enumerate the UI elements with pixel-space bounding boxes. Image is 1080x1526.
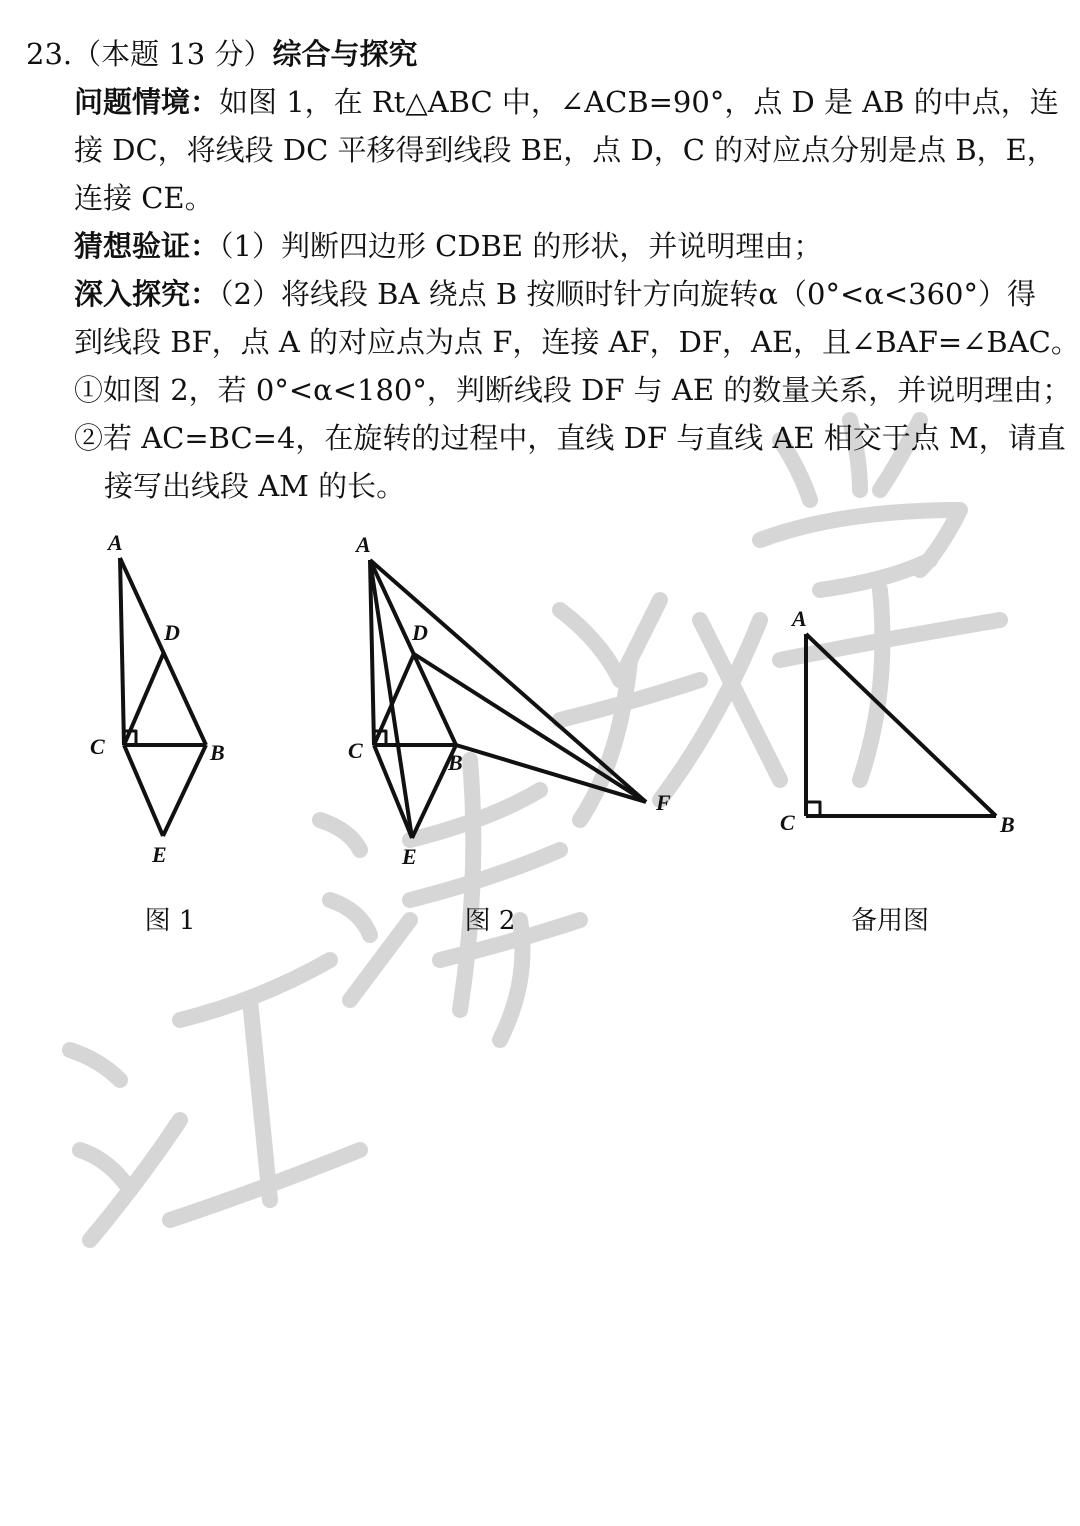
fig2-label-C: C [348, 738, 363, 763]
explore-label: 深入探究： [74, 277, 220, 311]
part-1: ①如图 2，若 0°<α<180°，判断线段 DF 与 AE 的数量关系，并说明理由； [74, 373, 1072, 407]
fig2-label-B: B [448, 750, 463, 775]
question-number: 23.（本题 13 分） [26, 37, 273, 71]
question-header [26, 30, 1066, 78]
fig1-segment-CE [124, 745, 163, 836]
situation-label: 问题情境： [74, 85, 220, 119]
situation-line-2: 接 DC，将线段 DC 平移得到线段 BE，点 D，C 的对应点分别是点 B，E， [74, 133, 1056, 167]
fig3-label-C: C [780, 810, 795, 835]
fig2-segment-AF [370, 560, 646, 802]
figures-area [0, 520, 1080, 960]
question-title: 综合与探究 [272, 37, 418, 71]
fig1-segment-BE [163, 745, 206, 836]
fig1-label-B: B [210, 740, 225, 765]
figure-2 [330, 520, 690, 880]
conjecture-line [26, 222, 1066, 270]
question-block [26, 30, 1080, 510]
figure-1 [80, 520, 250, 880]
conjecture-text: （1）判断四边形 CDBE 的形状，并说明理由； [219, 229, 823, 263]
fig1-label-A: A [108, 530, 123, 555]
explore-text-1: （2）将线段 BA 绕点 B 按顺时针方向旋转α（0°<α<360°）得 [219, 277, 1036, 311]
explore-line-1 [26, 270, 1066, 318]
situation-text-1: 如图 1，在 Rt△ABC 中，∠ACB=90°，点 D 是 AB 的中点，连 [219, 85, 1059, 119]
conjecture-label: 猜想验证： [74, 229, 220, 263]
fig2-label-A: A [356, 532, 371, 557]
fig3-segment-AB [806, 634, 996, 816]
fig1-segment-AC [120, 558, 124, 745]
situation-line-1 [26, 78, 1066, 126]
fig3-caption: 备用图 [850, 906, 929, 936]
explore-line-2: 到线段 BF，点 A 的对应点为点 F，连接 AF，DF，AE，且∠BAF=∠BAC。 [74, 325, 1080, 359]
fig3-label-B: B [1000, 812, 1015, 837]
fig2-label-F: F [656, 790, 671, 815]
fig1-label-E: E [152, 842, 167, 867]
part-2-line-2: 接写出线段 AM 的长。 [104, 469, 406, 503]
situation-line-3: 连接 CE。 [74, 181, 214, 215]
fig2-label-D: D [412, 620, 428, 645]
fig3-label-A: A [792, 606, 807, 631]
fig1-segment-AB [120, 558, 206, 745]
fig2-label-E: E [402, 844, 417, 869]
fig1-caption: 图 1 [144, 906, 196, 936]
fig3-right-angle-mark [806, 802, 820, 816]
fig2-caption: 图 2 [464, 906, 516, 936]
fig2-segment-BF [456, 745, 646, 802]
fig1-label-D: D [164, 620, 180, 645]
fig1-label-C: C [90, 734, 105, 759]
part-2-line-1: ②若 AC=BC=4，在旋转的过程中，直线 DF 与直线 AE 相交于点 M，请直 [74, 421, 1066, 455]
figure-backup [770, 590, 1040, 860]
